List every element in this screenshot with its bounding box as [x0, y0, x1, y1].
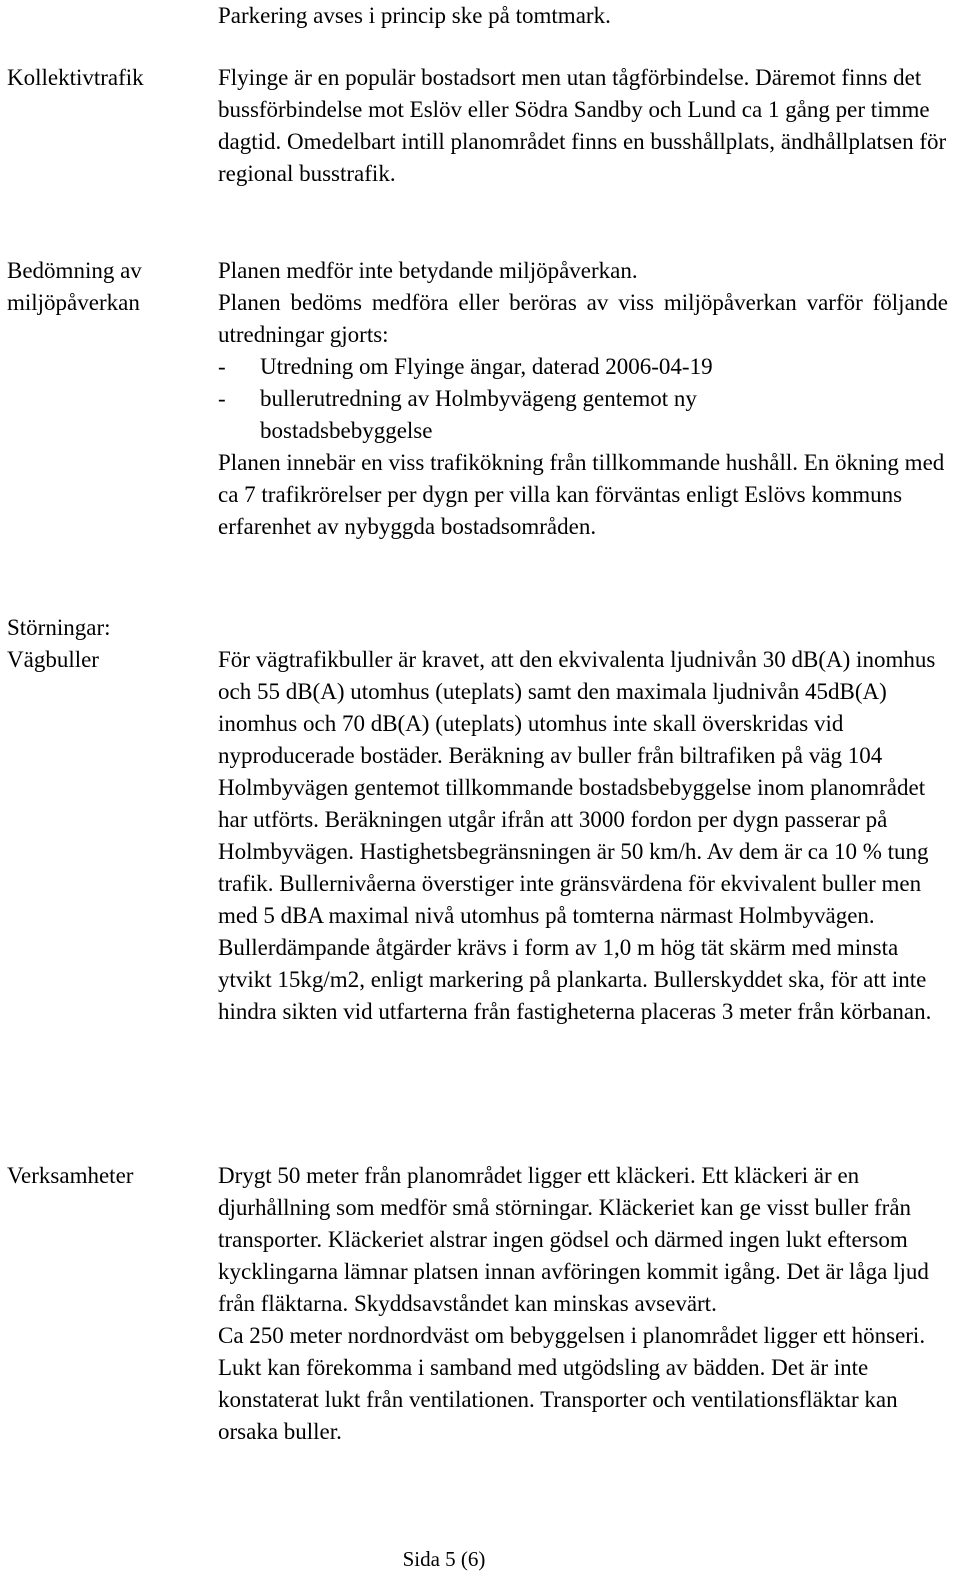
- label-kollektivtrafik: Kollektivtrafik: [7, 65, 144, 90]
- bullet-dash: -: [218, 386, 226, 411]
- bullet-dash: -: [218, 354, 226, 379]
- section-kollektivtrafik: [218, 62, 948, 190]
- kollektivtrafik-text: Flyinge är en populär bostadsort men utan tågförbindelse. Däremot finns det bussförbindelse mot Eslöv eller Södra Sandby och Lund ca 1 gång per timme dagtid. Omedelbart intill planområdet finns en busshållplats, ändhållplatsen för regional busstrafik.: [218, 65, 947, 186]
- label-bedomning-line2: miljöpåverkan: [7, 290, 140, 315]
- bedomning-para1: Planen medför inte betydande miljöpåverkan.: [218, 258, 638, 283]
- page-number: Sida 5 (6): [402, 1547, 486, 1571]
- verksamheter-para2: Ca 250 meter nordnordväst om bebyggelsen i planområdet ligger ett hönseri. Lukt kan förekomma i samband med utgödsling av bädden. Det är inte konstaterat lukt från ventilationen. Transporter och ventilationsfläktar kan orsaka buller.: [218, 1323, 926, 1444]
- label-verksamheter: Verksamheter: [7, 1163, 134, 1188]
- heading-storningar: Störningar:: [7, 615, 111, 640]
- label-bedomning-line1: Bedömning av: [7, 258, 142, 283]
- section-verksamheter: [218, 1160, 948, 1448]
- vagbuller-text: För vägtrafikbuller är kravet, att den ekvivalenta ljudnivån 30 dB(A) inomhus och 55 dB(A) utomhus (uteplats) samt den maximala ljudnivån 45dB(A) inomhus och 70 dB(A) (uteplats) utomhus inte skall överskridas vid nyproducerade bostäder. Beräkning av buller från biltrafiken på väg 104 Holmbyvägen gentemot tillkommande bostadsbebyggelse inom planområdet har utförts. Beräkningen utgår ifrån att 3000 fordon per dygn passerar på Holmbyvägen. Hastighetsbegränsningen är 50 km/h. Av dem är ca 10 % tung trafik. Bullernivåerna överstiger inte gränsvärdena för ekvivalent buller men med 5 dBA maximal nivå utomhus på tomterna närmast Holmbyvägen. Bullerdämpande åtgärder krävs i form av 1,0 m hög tät skärm med minsta ytvikt 15kg/m2, enligt markering på plankarta. Bullerskyddet ska, för att inte hindra sikten vid utfarterna från fastigheterna placeras 3 meter från körbanan.: [218, 647, 936, 1024]
- list-item: [218, 351, 948, 383]
- verksamheter-para1: Drygt 50 meter från planområdet ligger ett kläckeri. Ett kläckeri är en djurhållning som medför små störningar. Kläckeriet kan ge visst buller från transporter. Kläckeriet alstrar ingen gödsel och därmed ingen lukt eftersom kycklingarna lämnar platsen innan avföringen kommit igång. Det är låga ljud från fläktarna. Skyddsavståndet kan minskas avsevärt.: [218, 1163, 929, 1316]
- section-bedomning: [218, 255, 948, 543]
- label-vagbuller: Vägbuller: [7, 647, 99, 672]
- section-vagbuller: [218, 644, 948, 1028]
- list-item: [218, 383, 948, 447]
- bullet-text: bullerutredning av Holmbyvägeng gentemot ny bostadsbebyggelse: [260, 386, 697, 443]
- bullet-text: Utredning om Flyinge ängar, daterad 2006-04-19: [260, 354, 713, 379]
- parking-note: Parkering avses i princip ske på tomtmark.: [218, 3, 611, 28]
- bedomning-para3: Planen innebär en viss trafikökning från tillkommande hushåll. En ökning med ca 7 trafikrörelser per dygn per villa kan förväntas enligt Eslövs kommuns erfarenhet av nybyggda bostadsområden.: [218, 450, 945, 539]
- bedomning-para2: Planen bedöms medföra eller beröras av viss miljöpåverkan varför följande utredningar gjorts:: [218, 290, 948, 347]
